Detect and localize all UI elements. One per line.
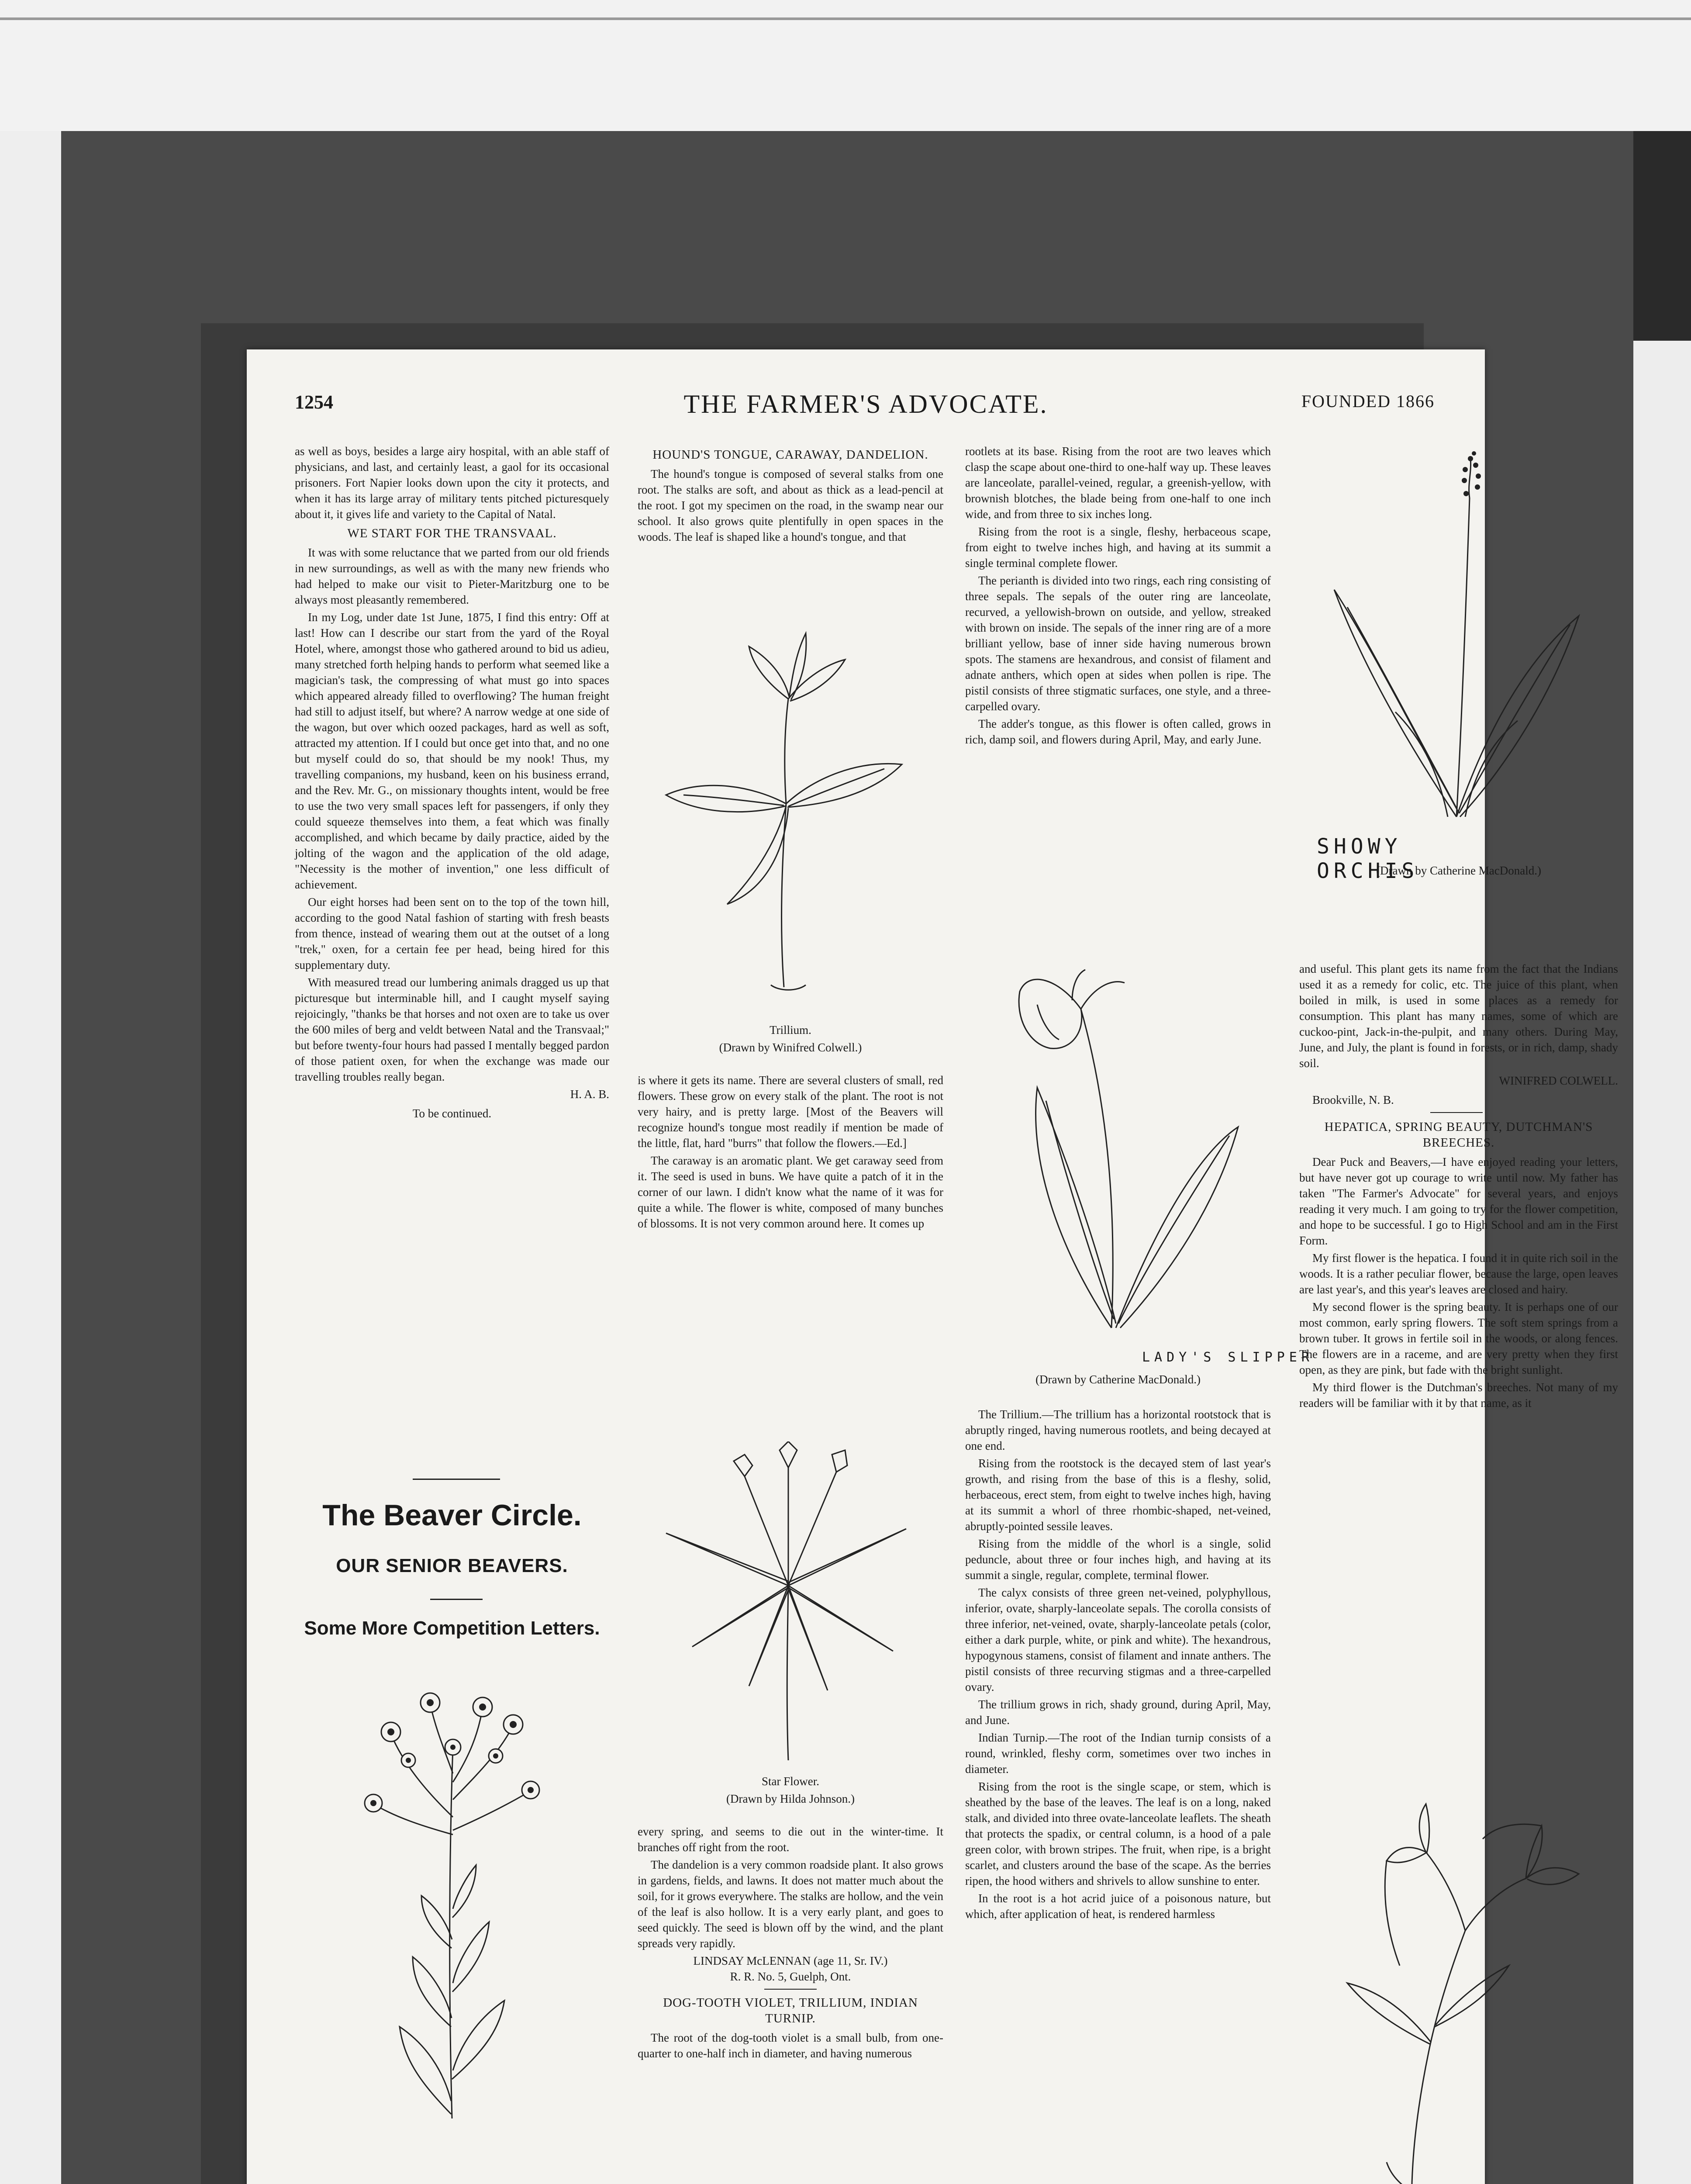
trillium-caption: Trillium.: [770, 1023, 811, 1037]
paragraph: The Trillium.—The trillium has a horizontal rootstock that is abruptly ringed, having numerous rootlets, and being decayed at one end.: [965, 1408, 1271, 1452]
column-3-top: [965, 443, 1271, 749]
ladys-slipper-label: LADY'S SLIPPER: [1142, 1350, 1314, 1365]
column-4: [1299, 961, 1618, 1413]
star-flower-drawing: [640, 1441, 937, 1765]
paragraph: In the root is a hot acrid juice of a poisonous nature, but which, after application of heat, is rendered harmless: [965, 1892, 1271, 1921]
scan-background-left: [0, 131, 61, 2184]
paragraph: The hound's tongue is composed of several stalks from one root. The stalks are soft, and about as thick as a lead-pencil at the root. I got my specimen on the road, in the swamp near our school. It also grows quite plentifully in open spaces in the woods. The leaf is shaped like a hound's tongue, and that: [638, 467, 943, 543]
paragraph: Rising from the root is the single scape, or stem, which is sheathed by the base of the leaves. The leaf is on a long, naked stalk, and divided into three ovate-lanceolate leaflets. The sheath that protects the spadix, or central column, is a hood of a pale green color, with brown stripes. The fruit, when ripe, is a bright scarlet, and clusters around the base of the scape. As the berries ripen, the hood withers and shrivels to allow sunshine to enter.: [965, 1780, 1271, 1887]
paragraph: The calyx consists of three green net-veined, polyphyllous, inferior, ovate, sharply-lanceolate sepals. The corolla consists of three inferior, net-veined, ovate, sharply-lanceolate petals (color, either a dark purple, white, or pink and white). The hexandrous, hypogynous stamens, consist of filament and innate anthers. The pistil consists of three recurving stigmas and a three-carpelled ovary.: [965, 1586, 1271, 1693]
paragraph: My second flower is the spring beauty. It is perhaps one of our most common, early spring flowers. The soft stem springs from a brown tuber. It grows in fertile soil in the woods, or along fences. The flowers are in a raceme, and are very pretty when they first open, as they are pink, but fade with the bright sunlight.: [1299, 1300, 1618, 1376]
paragraph: Dear Puck and Beavers,—I have enjoyed reading your letters, but have never got up courage to write until now. My father has taken "The Farmer's Advocate" for several years, and enjoys reading it very much. I am going to try for the flower competition, and hope to be successful. I go to High School and am in the First Form.: [1299, 1155, 1618, 1247]
showy-orchis-drawing: [1299, 432, 1614, 826]
author-signature: LINDSAY McLENNAN (age 11, Sr. IV.): [693, 1954, 888, 1967]
paragraph: rootlets at its base. Rising from the root are two leaves which clasp the scape about one-third to one-half way up. These leaves are lanceolate, parallel-veined, regular, a greenish-yellow, with brownish blotches, the blade being from one-half to one inch wide, and from three to six inches long.: [965, 445, 1271, 521]
paragraph: The caraway is an aromatic plant. We get caraway seed from it. The seed is used in buns. We have quite a patch of it in the corner of our lawn. I didn't know what the name of it was for quite a while. The flower is white, composed of many bunches of blossoms. It is not very common around here. It comes up: [638, 1154, 943, 1230]
paragraph: and useful. This plant gets its name from the fact that the Indians used it as a remedy for colic, etc. The juice of this plant, when boiled in milk, is used in some places as a remedy for consumption. This plant has many names, some of which are cuckoo-pint, Jack-in-the-pulpit, and many others. During May, June, and July, the plant is found in forests, or in rich, damp, shady soil.: [1299, 962, 1618, 1070]
divider: [1430, 1112, 1483, 1113]
paragraph: as well as boys, besides a large airy hospital, with an able staff of physicians, and last, and certainly least, a gaol for its occasional prisoners. Fort Napier looks down upon the city it protects, and when it has its large array of military tents pitched picturesquely about it, it gives life and variety to the Capital of Natal.: [295, 445, 609, 521]
star-flower-caption: Star Flower.: [762, 1775, 819, 1788]
letter-heading: DOG-TOOTH VIOLET, TRILLIUM, INDIAN TURNIP.: [663, 1996, 918, 2025]
scan-edge-rule: [0, 17, 1691, 20]
star-flower-credit: (Drawn by Hilda Johnson.): [726, 1792, 855, 1805]
senior-beavers-heading: OUR SENIOR BEAVERS.: [336, 1555, 568, 1576]
paragraph: Rising from the middle of the whorl is a single, solid peduncle, about three or four inches high, and having at its summit a single, regular, complete, terminal flower.: [965, 1537, 1271, 1582]
author-address: R. R. No. 5, Guelph, Ont.: [730, 1970, 851, 1983]
divider: [430, 1599, 483, 1600]
showy-orchis-label: SHOWY ORCHIS: [1317, 834, 1419, 883]
adjacent-page-edge: [1633, 341, 1691, 2184]
trillium-credit: (Drawn by Winifred Colwell.): [719, 1041, 862, 1054]
column-1: [295, 443, 609, 1121]
paragraph: Rising from the rootstock is the decayed stem of last year's growth, and rising from the base of this is a fleshy, solid, herbaceous, erect stem, from eight to twelve inches high, having at its summit a whorl of three rhombic-shaped, net-veined, abruptly-pointed sessile leaves.: [965, 1457, 1271, 1533]
paragraph: With measured tread our lumbering animals dragged us up that picturesque but interminable hill, and I caught myself saying rejoicingly, "thanks be that horses and not oxen are to take us over the 600 miles of berg and veldt between Natal and the Transvaal;" but before twenty-four hours had passed I mentally begged pardon of those patient oxen, for when the exchange was made our travelling troubles really began.: [295, 976, 609, 1083]
paragraph: Rising from the root is a single, fleshy, herbaceous scape, from eight to twelve inches high, and having at its summit a single terminal complete flower.: [965, 525, 1271, 570]
paragraph: The dandelion is a very common roadside plant. It also grows in gardens, fields, and lawns. It does not matter much about the soil, for it grows everywhere. The stalks are hollow, and the vein of the leaf is also hollow. It is a very early plant, and goes to seed quickly. The seed is blown off by the wind, and the plant spreads very rapidly.: [638, 1858, 943, 1950]
fleabane-illustration: [338, 1686, 566, 2123]
paragraph: My third flower is the Dutchman's breeches. Not many of my readers will be familiar with it by that name, as it: [1299, 1381, 1618, 1410]
divider: [413, 1479, 500, 1480]
trillium-drawing: [640, 620, 937, 996]
beaver-circle-title: The Beaver Circle.: [322, 1499, 582, 1532]
paragraph: The adder's tongue, as this flower is often called, grows in rich, damp soil, and flowers during April, May, and early June.: [965, 717, 1271, 746]
page-number: 1254: [295, 391, 333, 413]
author-signature: H. A. B.: [570, 1088, 609, 1101]
trillium-illustration: [640, 620, 937, 996]
author-address: Brookville, N. B.: [1312, 1093, 1394, 1106]
newspaper-title: THE FARMER'S ADVOCATE.: [683, 390, 1048, 418]
author-signature: WINIFRED COLWELL.: [1499, 1074, 1618, 1087]
paragraph: Indian Turnip.—The root of the Indian turnip consists of a round, wrinkled, fleshy corm, sometimes over two inches in diameter.: [965, 1731, 1271, 1776]
star-flower-illustration: [640, 1441, 937, 1765]
paragraph: The perianth is divided into two rings, each ring consisting of three sepals. The sepals of the outer ring are lanceolate, recurved, a yellowish-brown on outside, and yellow, streaked with brown on inside. The sepals of the inner ring are of a more brilliant yellow, base of inner side having numerous brown spots. The stamens are hexandrous, and consist of filament and adnate anthers, which open at sides when pollen is ripe. The pistil consists of three stigmatic surfaces, one style, and a three-carpelled ovary.: [965, 574, 1271, 713]
paragraph: The root of the dog-tooth violet is a small bulb, from one-quarter to one-half inch in diameter, and having numerous: [638, 2031, 943, 2060]
column-3-bottom: [965, 1406, 1271, 1924]
column-2-middle: [638, 1072, 943, 1233]
paragraph: every spring, and seems to die out in the winter-time. It branches off right from the root.: [638, 1825, 943, 1854]
paragraph: In my Log, under date 1st June, 1875, I find this entry: Off at last! How can I describe our start from the yard of the Royal Hotel, where, amongst those who gathered around to bid us adieu, many stretched forth helping hands to perform what seemed like a magician's task, the compressing of what must go into spaces which appeared already filled to overflowing? The human freight had still to adjust itself, but where? A narrow wedge at one side of the wagon, but over which oozed packages, hard as well as soft, attracted my attention. If I could but once get into that, and no one but myself could do so, that should be my nook! Thus, my travelling companions, my husband, keen on his business errand, and the Rev. Mr. G., on missionary thoughts intent, would be free to use the two very small spaces left for passengers, if only they could squeeze themselves into them, a feat which was finally accomplished, and which became by daily practice, aided by the jolting of the wagon and the application of the old adage, "Necessity is the mother of invention," one less difficult of achievement.: [295, 611, 609, 891]
ladys-slipper-illustration: [972, 943, 1269, 1337]
competition-heading: Some More Competition Letters.: [304, 1617, 600, 1639]
column-2-bottom: [638, 1824, 943, 2063]
bellwort-illustration: [1299, 1800, 1614, 2184]
paragraph: The trillium grows in rich, shady ground, during April, May, and June.: [965, 1698, 1271, 1727]
column-2-top: [638, 443, 943, 546]
showy-orchis-illustration: [1299, 432, 1614, 826]
newspaper-page: [247, 349, 1618, 2184]
paragraph: It was with some reluctance that we parted from our old friends in new surroundings, as well as with the many new friends who had helped to make our visit to Pieter-Maritzburg one to be always most pleasantly remembered.: [295, 546, 609, 606]
ladys-slipper-credit: (Drawn by Catherine MacDonald.): [1035, 1373, 1201, 1386]
letter-heading: HEPATICA, SPRING BEAUTY, DUTCHMAN'S BREECHES.: [1324, 1120, 1593, 1150]
showy-orchis-credit: (Drawn by Catherine MacDonald.): [1376, 864, 1541, 877]
paragraph: My first flower is the hepatica. I found it in quite rich soil in the woods. It is a rather peculiar flower, because the large, open leaves are last year's, and this year's leaves are closed and hairy.: [1299, 1251, 1618, 1296]
masthead: [247, 391, 1485, 426]
letter-heading: HOUND'S TONGUE, CARAWAY, DANDELION.: [652, 448, 928, 462]
founded-note: FOUNDED 1866: [1301, 391, 1435, 411]
section-heading: WE START FOR THE TRANSVAAL.: [347, 526, 557, 540]
paragraph: is where it gets its name. There are several clusters of small, red flowers. These grow on every stalk of the plant. The root is not very hairy, and is pretty large. [Most of the Beavers will recognize hound's tongue most readily if mention be made of the little, flat, hard "burrs" that follow the flowers.—Ed.]: [638, 1074, 943, 1150]
divider: [764, 1989, 817, 1990]
bellwort-drawing: [1299, 1800, 1614, 2184]
continued-note: To be continued.: [412, 1107, 492, 1120]
paragraph: Our eight horses had been sent on to the top of the town hill, according to the good Natal fashion of starting with fresh beasts from thence, instead of wearing them out at the outset of a long "trek," oxen, for a certain fee per head, being hired for this supplementary duty.: [295, 895, 609, 971]
fleabane-drawing: [338, 1686, 566, 2123]
ladys-slipper-drawing: [972, 943, 1269, 1337]
